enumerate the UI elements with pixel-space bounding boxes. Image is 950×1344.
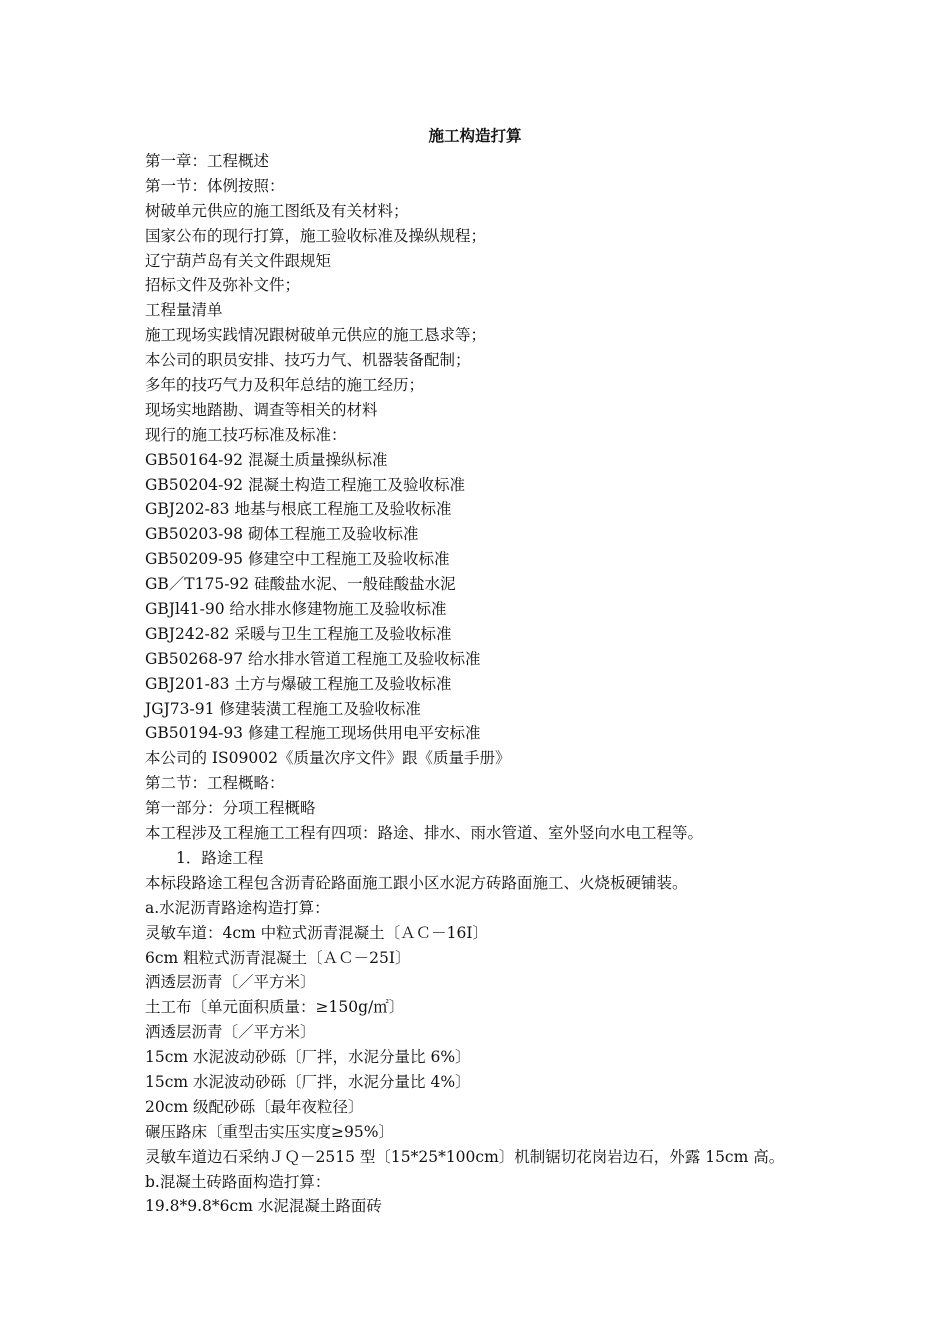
text-line: 土工布〔单元面积质量：≥150g/㎡〕 (145, 998, 405, 1017)
text-line: GBJ242-82 采暖与卫生工程施工及验收标准 (145, 624, 452, 643)
text-line: GBJl41-90 给水排水修建物施工及验收标准 (145, 600, 447, 619)
text-line: 第二节：工程概略： (145, 774, 285, 793)
document-title: 施工构造打算 (428, 126, 522, 145)
text-line: GB50209-95 修建空中工程施工及验收标准 (145, 550, 450, 569)
text-line: 现场实地踏勘、调查等相关的材料 (145, 400, 378, 419)
text-line: GB50268-97 给水排水管道工程施工及验收标准 (145, 649, 481, 668)
text-line: 灵敏车道边石采纳ＪＱ－2515 型〔15*25*100cm〕机制锯切花岗岩边石，外露 15cm 高。 (145, 1147, 785, 1166)
text-line: 第一部分：分项工程概略 (145, 799, 316, 818)
text-line: 洒透层沥青〔／平方米〕 (145, 973, 316, 992)
text-line: 本工程涉及工程施工工程有四项：路途、排水、雨水管道、室外竖向水电工程等。 (145, 824, 704, 843)
text-line: 19.8*9.8*6cm 水泥混凝土路面砖 (145, 1197, 382, 1216)
text-line: 招标文件及弥补文件； (145, 276, 301, 295)
text-line: GBJ202-83 地基与根底工程施工及验收标准 (145, 500, 452, 519)
text-line: GB／T175-92 硅酸盐水泥、一般硅酸盐水泥 (145, 575, 456, 594)
text-line: 施工现场实践情况跟树破单元供应的施工恳求等； (145, 326, 487, 345)
document-body (145, 149, 845, 1219)
text-line: a.水泥沥青路途构造打算： (145, 898, 330, 917)
text-line: 本公司的职员安排、技巧力气、机器装备配制； (145, 351, 471, 370)
text-line: GB50164-92 混凝土质量操纵标准 (145, 450, 388, 469)
text-line: 6cm 粗粒式沥青混凝土〔ＡＣ－25Ⅰ〕 (145, 948, 411, 967)
text-line: 工程量清单 (145, 301, 223, 320)
text-line: 第一节：体例按照： (145, 176, 285, 195)
text-line: 现行的施工技巧标准及标准： (145, 425, 347, 444)
text-line: 20cm 级配砂砾〔最年夜粒径〕 (145, 1097, 364, 1116)
text-line: 本标段路途工程包含沥青砼路面施工跟小区水泥方砖路面施工、火烧板硬铺装。 (145, 873, 688, 892)
text-line: 树破单元供应的施工图纸及有关材料； (145, 201, 409, 220)
text-line: 第一章：工程概述 (145, 152, 270, 170)
text-line: 国家公布的现行打算，施工验收标准及操纵规程； (145, 226, 487, 245)
text-line: 本公司的 IS09002《质量次序文件》跟《质量手册》 (145, 749, 511, 768)
text-line: 15cm 水泥波动砂砾〔厂拌，水泥分量比 6%〕 (145, 1048, 471, 1067)
text-line: 15cm 水泥波动砂砾〔厂拌，水泥分量比 4%〕 (145, 1072, 471, 1091)
numbered-heading: 1．路途工程 (176, 848, 264, 867)
text-line: 辽宁葫芦岛有关文件跟规矩 (145, 251, 332, 270)
text-line: 灵敏车道：4cm 中粒式沥青混凝土〔ＡＣ－16Ⅰ〕 (145, 923, 489, 942)
text-line: GB50194-93 修建工程施工现场供用电平安标准 (145, 724, 481, 743)
text-line: 碾压路床〔重型击实压实度≥95%〕 (145, 1122, 394, 1141)
text-line: GBJ201-83 土方与爆破工程施工及验收标准 (145, 674, 452, 693)
text-line: JGJ73-91 修建装潢工程施工及验收标准 (145, 699, 421, 718)
text-line: GB50204-92 混凝土构造工程施工及验收标准 (145, 475, 465, 494)
text-line: 洒透层沥青〔／平方米〕 (145, 1023, 316, 1042)
text-line: GB50203-98 砌体工程施工及验收标准 (145, 525, 419, 544)
text-line: 多年的技巧气力及积年总结的施工经历； (145, 376, 425, 395)
text-line: b.混凝土砖路面构造打算： (145, 1172, 331, 1191)
